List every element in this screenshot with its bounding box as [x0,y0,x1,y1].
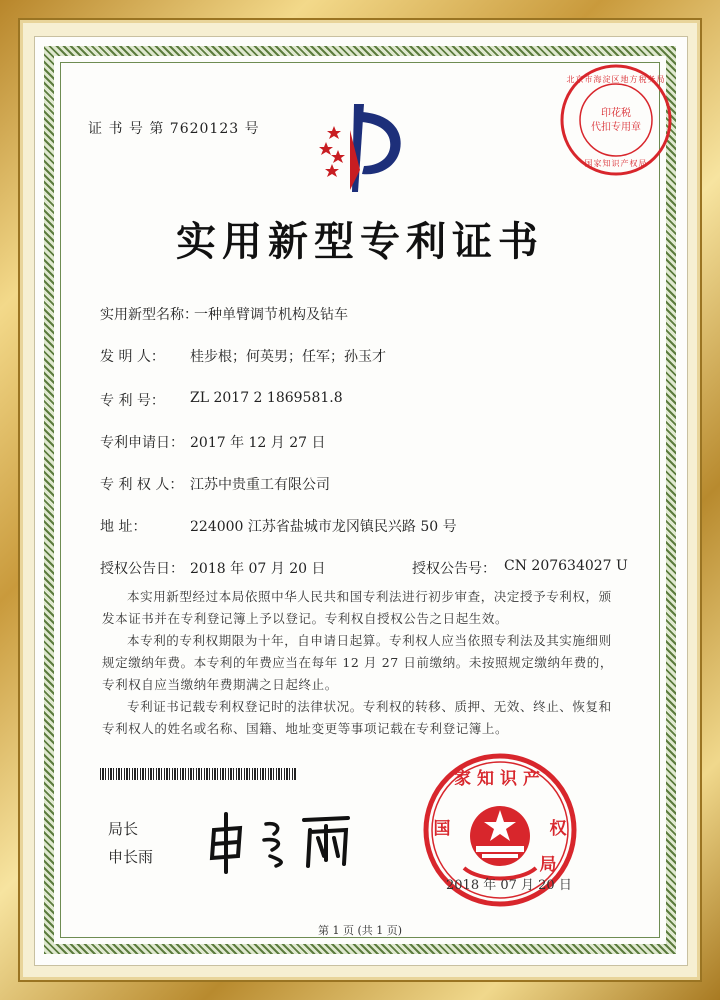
grant-number-value: CN 207634027 U [504,558,628,574]
issue-date: 2018 年 07 月 20 日 [446,878,572,893]
svg-text:代扣专用章: 代扣专用章 [591,122,641,133]
holder-label: 专 利 权 人： [100,477,184,493]
svg-text:国家知识产权局: 国家知识产权局 [584,159,648,168]
address-value: 224000 江苏省盐城市龙冈镇民兴路 50 号 [190,519,457,535]
name-label: 实用新型名称： [100,307,198,323]
address-label: 地 址： [100,519,147,535]
svg-text:局: 局 [539,855,557,875]
patent-number-value: ZL 2017 2 1869581.8 [190,390,343,406]
notice-paragraph-3: 专利证书记载专利权登记时的法律状况。专利权的转移、质押、无效、终止、恢复和专利权人的姓名或名称、国籍、地址变更等事项记载在专利登记簿上。 [102,699,612,736]
certificate-number: 证 书 号 第 7620123 号 [88,121,260,137]
holder-value: 江苏中贵重工有限公司 [190,477,330,493]
svg-text:北京市海淀区地方税务局: 北京市海淀区地方税务局 [566,75,666,84]
certificate-title: 实用新型专利证书 [176,218,544,265]
svg-text:权: 权 [549,819,567,839]
notice-text [102,586,622,740]
cnipa-logo-icon [312,100,412,200]
page-number: 第 1 页 (共 1 页) [317,924,403,937]
inventor-value: 桂步根；何英男；任军；孙玉才 [190,349,386,365]
director-signature [196,800,366,880]
grant-date-label: 授权公告日： [100,561,184,577]
svg-text:印花税: 印花税 [601,108,631,119]
filing-date-value: 2017 年 12 月 27 日 [190,435,326,451]
svg-text:家知识产: 家知识产 [454,769,546,789]
name-value: 一种单臂调节机构及钻车 [194,307,348,323]
notice-paragraph-1: 本实用新型经过本局依照中华人民共和国专利法进行初步审查，决定授予专利权，颁发本证书并在专利登记簿上予以登记。专利权自授权公告之日起生效。 [102,589,612,626]
inventor-label: 发 明 人： [100,349,165,365]
svg-text:国: 国 [433,819,451,839]
grant-number-label: 授权公告号： [412,561,496,577]
notice-paragraph-2: 本专利的专利权期限为十年，自申请日起算。专利权人应当依照专利法及其实施细则规定缴纳年费。本专利的年费应当在每年 12 月 27 日前缴纳。未按照规定缴纳年费的，专利权自应当缴纳年费期满之日起终止。 [102,633,614,692]
director-name: 申长雨 [108,848,154,866]
grant-date-value: 2018 年 07 月 20 日 [190,561,326,577]
patent-number-label: 专 利 号： [100,393,165,409]
director-title: 局长 [108,820,139,838]
barcode [100,768,296,780]
filing-date-label: 专利申请日： [100,435,184,451]
tax-stamp-seal [556,60,676,180]
